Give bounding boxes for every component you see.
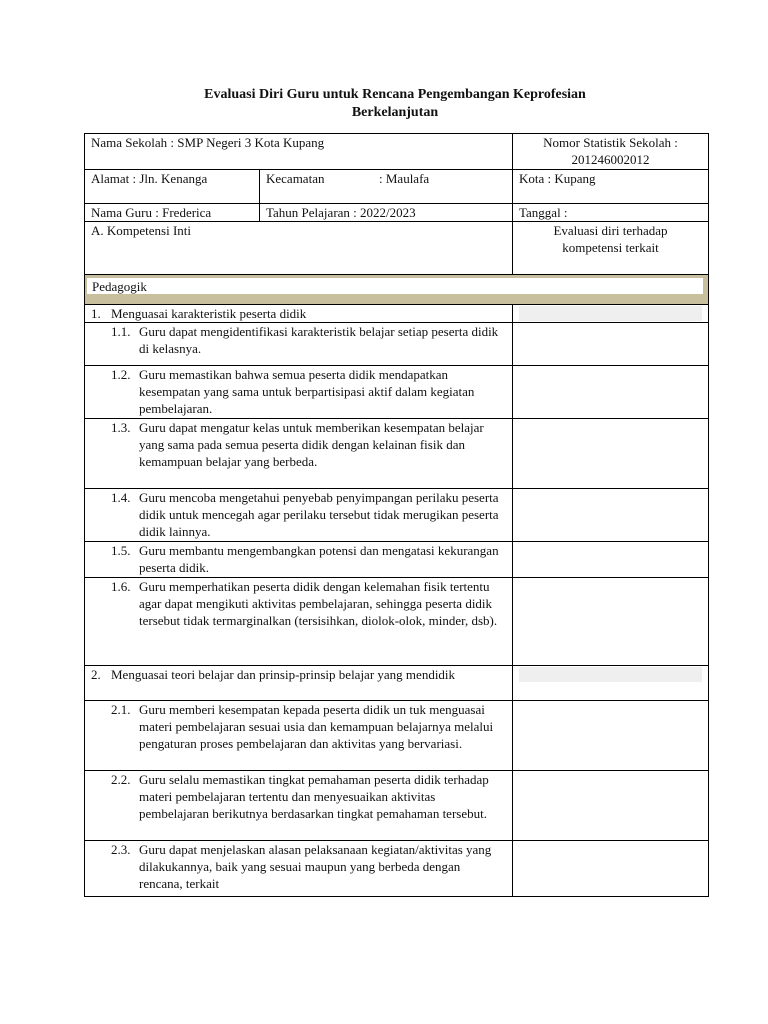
- item-text: Guru selalu memastikan tingkat pemahaman peserta didik terhadap materi pembelajaran tertentu dan menyesuaikan aktivitas pembelajaran berikutnya berdasarkan tingkat pemahaman tersebut.: [139, 772, 489, 821]
- kota-cell: [513, 170, 709, 204]
- item-number: 2.: [91, 667, 101, 682]
- address-row: [85, 170, 709, 204]
- evaluasi-header-cell: [513, 222, 709, 275]
- competency-row-1-6: [85, 578, 709, 666]
- guru-row: [85, 204, 709, 222]
- shade-strip: [519, 306, 702, 321]
- evaluation-cell-2-1[interactable]: [513, 701, 709, 771]
- competency-row-1-4: [85, 489, 709, 542]
- evaluation-cell-1-5[interactable]: [513, 542, 709, 578]
- item-number: 1.4.: [111, 490, 131, 505]
- nama-guru-text: Nama Guru : Frederica: [91, 205, 212, 220]
- competency-2-2-cell: [85, 771, 513, 841]
- item-number: 1.2.: [111, 367, 131, 382]
- item-number: 2.3.: [111, 842, 131, 857]
- competency-1-cell: [85, 305, 513, 323]
- item-text: Guru memperhatikan peserta didik dengan kelemahan fisik tertentu agar dapat mengikuti aktivitas pembelajaran, sehingga peserta didik tersebut tidak termarginalkan (tersisihkan, diolok-olok, minder, dsb).: [139, 579, 498, 628]
- item-text: Menguasai teori belajar dan prinsip-prinsip belajar yang mendidik: [111, 667, 456, 682]
- item-number: 1.5.: [111, 543, 131, 558]
- nama-guru-cell: [85, 204, 260, 222]
- competency-subitem: [91, 323, 506, 357]
- item-number: 1.: [91, 306, 101, 321]
- kecamatan-cell: [260, 170, 513, 204]
- alamat-text: Alamat : Jln. Kenanga: [91, 171, 208, 186]
- item-number: 2.1.: [111, 702, 131, 717]
- nomor-statistik-cell: [513, 134, 709, 170]
- competency-row-2: [85, 666, 709, 701]
- competency-subitem: [91, 542, 506, 576]
- competency-row-1-5: [85, 542, 709, 578]
- competency-2-cell: [85, 666, 513, 701]
- item-text: Guru dapat mengidentifikasi karakteristik belajar setiap peserta didik di kelasnya.: [139, 324, 499, 356]
- competency-subitem: [91, 701, 506, 752]
- title-line-1: Evaluasi Diri Guru untuk Rencana Pengembangan Keprofesian: [204, 87, 586, 102]
- competency-1-3-cell: [85, 419, 513, 489]
- evaluation-cell-2[interactable]: [513, 666, 709, 701]
- alamat-cell: [85, 170, 260, 204]
- competency-row-1-3: [85, 419, 709, 489]
- title-line-2: Berkelanjutan: [351, 105, 439, 120]
- kompetensi-header-row: [85, 222, 709, 275]
- competency-1-1-cell: [85, 323, 513, 366]
- item-text: Guru dapat mengatur kelas untuk memberikan kesempatan belajar yang sama pada semua peserta didik dengan kelainan fisik dan kemampuan belajar yang berbeda.: [139, 420, 484, 469]
- item-text: Guru mencoba mengetahui penyebab penyimpangan perilaku peserta didik untuk mencegah agar perilaku tersebut tidak merugikan peserta didik lainnya.: [139, 490, 499, 539]
- evaluation-cell-1-2[interactable]: [513, 366, 709, 419]
- competency-item: [91, 666, 506, 683]
- nama-sekolah-text: Nama Sekolah : SMP Negeri 3 Kota Kupang: [91, 135, 325, 150]
- tahun-pelajaran-cell: [260, 204, 513, 222]
- kota-text: Kota : Kupang: [519, 171, 596, 186]
- kecamatan-label: Kecamatan: [266, 171, 325, 186]
- competency-1-4-cell: [85, 489, 513, 542]
- pedagogik-section-cell: [85, 275, 709, 305]
- competency-row-2-1: [85, 701, 709, 771]
- tanggal-cell: [513, 204, 709, 222]
- item-number: 1.1.: [111, 324, 131, 339]
- competency-1-6-cell: [85, 578, 513, 666]
- competency-row-2-2: [85, 771, 709, 841]
- competency-2-3-cell: [85, 841, 513, 897]
- evaluation-cell-2-3[interactable]: [513, 841, 709, 897]
- item-number: 1.6.: [111, 579, 131, 594]
- evaluation-cell-1-6[interactable]: [513, 578, 709, 666]
- item-text: Guru memberi kesempatan kepada peserta didik un tuk menguasai materi pembelajaran sesuai usia dan kemampuan belajarnya melalui pengaturan proses pembelajaran dan aktivitas yang bervariasi.: [139, 702, 494, 751]
- kompetensi-inti-cell: [85, 222, 513, 275]
- evaluation-cell-2-2[interactable]: [513, 771, 709, 841]
- kecamatan-value: : Maulafa: [379, 171, 430, 186]
- document-title: [84, 86, 706, 122]
- competency-subitem: [91, 771, 506, 822]
- evaluation-cell-1[interactable]: [513, 305, 709, 323]
- item-number: 2.2.: [111, 772, 131, 787]
- competency-1-5-cell: [85, 542, 513, 578]
- item-text: Guru membantu mengembangkan potensi dan mengatasi kekurangan peserta didik.: [139, 543, 499, 575]
- evaluation-cell-1-4[interactable]: [513, 489, 709, 542]
- competency-subitem: [91, 489, 506, 540]
- competency-row-1-1: [85, 323, 709, 366]
- competency-subitem: [91, 419, 506, 470]
- item-number: 1.3.: [111, 420, 131, 435]
- evaluation-cell-1-1[interactable]: [513, 323, 709, 366]
- pedagogik-label: Pedagogik: [87, 278, 703, 294]
- nomor-statistik-value: 201246002012: [571, 152, 650, 167]
- competency-subitem: [91, 578, 506, 629]
- item-text: Guru memastikan bahwa semua peserta didik mendapatkan kesempatan yang sama untuk berpartisipasi aktif dalam kegiatan pembelajaran.: [139, 367, 475, 416]
- evaluation-form-table: [84, 133, 709, 897]
- competency-row-1: [85, 305, 709, 323]
- tanggal-text: Tanggal :: [519, 205, 568, 220]
- evaluasi-header-line-1: Evaluasi diri terhadap: [553, 223, 668, 238]
- evaluation-cell-1-3[interactable]: [513, 419, 709, 489]
- competency-row-1-2: [85, 366, 709, 419]
- competency-item: [91, 305, 506, 322]
- kompetensi-inti-label: A. Kompetensi Inti: [91, 223, 192, 238]
- competency-subitem: [91, 841, 506, 892]
- shade-strip: [519, 667, 702, 682]
- evaluasi-header-line-2: kompetensi terkait: [562, 240, 659, 255]
- competency-subitem: [91, 366, 506, 417]
- nama-sekolah-cell: [85, 134, 513, 170]
- item-text: Menguasai karakteristik peserta didik: [111, 306, 307, 321]
- nomor-statistik-label: Nomor Statistik Sekolah :: [543, 135, 678, 150]
- competency-1-2-cell: [85, 366, 513, 419]
- item-text: Guru dapat menjelaskan alasan pelaksanaan kegiatan/aktivitas yang dilakukannya, baik yang sesuai maupun yang berbeda dengan rencana, terkait: [139, 842, 492, 891]
- tahun-pelajaran-text: Tahun Pelajaran : 2022/2023: [266, 205, 416, 220]
- competency-row-2-3: [85, 841, 709, 897]
- school-info-row: [85, 134, 709, 170]
- pedagogik-section-row: [85, 275, 709, 305]
- competency-2-1-cell: [85, 701, 513, 771]
